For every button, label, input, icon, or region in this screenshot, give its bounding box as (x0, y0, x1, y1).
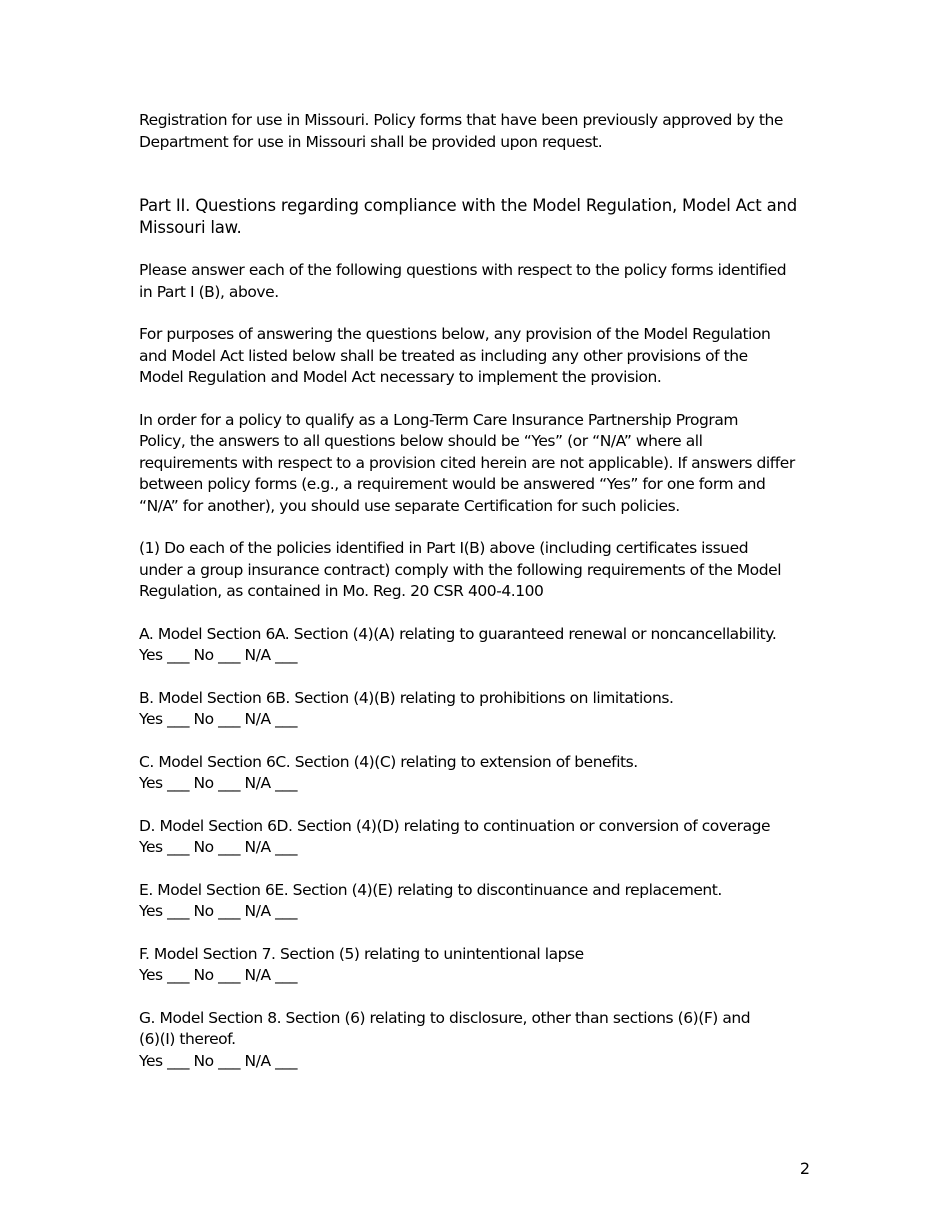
question-text: F. Model Section 7. Section (5) relating to unintentional lapse (139, 944, 584, 963)
page-number: 2 (799, 1159, 810, 1178)
paragraph-line: In order for a policy to qualify as a Long-Term Care Insurance Partnership Program (139, 410, 739, 429)
paragraph-line: “N/A” for another), you should use separate Certification for such policies. (139, 496, 680, 515)
purposes-paragraph (139, 324, 811, 389)
intro-line: Registration for use in Missouri. Policy forms that have been previously approved by the (139, 111, 784, 129)
document-page (139, 110, 811, 1072)
answer-options: Yes ___ No ___ N/A ___ (139, 966, 298, 984)
question-item-b (139, 688, 811, 731)
qualification-paragraph (139, 410, 811, 518)
answer-options: Yes ___ No ___ N/A ___ (139, 710, 298, 728)
question-text: (6)(I) thereof. (139, 1030, 236, 1048)
question-item-f (139, 944, 811, 987)
instructions-paragraph (139, 260, 811, 303)
paragraph-line: For purposes of answering the questions below, any provision of the Model Regulation (139, 325, 771, 343)
question-1-paragraph (139, 538, 811, 603)
question-item-e (139, 880, 811, 923)
answer-options: Yes ___ No ___ N/A ___ (139, 646, 298, 664)
question-item-d (139, 816, 811, 859)
paragraph-line: and Model Act listed below shall be treated as including any other provisions of the (139, 346, 748, 365)
answer-options: Yes ___ No ___ N/A ___ (139, 1051, 298, 1070)
heading-line: Part II. Questions regarding compliance with the Model Regulation, Model Act and (139, 196, 798, 215)
answer-options: Yes ___ No ___ N/A ___ (139, 838, 298, 856)
question-item-g (139, 1008, 811, 1073)
answer-options: Yes ___ No ___ N/A ___ (139, 902, 298, 920)
heading-line: Missouri law. (139, 218, 242, 237)
paragraph-line: in Part I (B), above. (139, 282, 279, 301)
question-text: E. Model Section 6E. Section (4)(E) relating to discontinuance and replacement. (139, 880, 722, 899)
paragraph-line: requirements with respect to a provision cited herein are not applicable). If answers differ (139, 453, 795, 472)
paragraph-line: Policy, the answers to all questions below should be “Yes” (or “N/A” where all (139, 432, 703, 450)
question-text: C. Model Section 6C. Section (4)(C) relating to extension of benefits. (139, 752, 638, 771)
intro-paragraph (139, 110, 811, 153)
paragraph-line: Regulation, as contained in Mo. Reg. 20 CSR 400-4.100 (139, 582, 544, 600)
paragraph-line: under a group insurance contract) comply with the following requirements of the Model (139, 560, 782, 579)
paragraph-line: (1) Do each of the policies identified in Part I(B) above (including certificates issued (139, 539, 749, 557)
paragraph-line: Model Regulation and Model Act necessary to implement the provision. (139, 368, 662, 386)
question-text: D. Model Section 6D. Section (4)(D) relating to continuation or conversion of coverage (139, 816, 771, 835)
part-ii-heading (139, 195, 811, 239)
question-item-a (139, 624, 811, 667)
question-text: B. Model Section 6B. Section (4)(B) relating to prohibitions on limitations. (139, 688, 674, 707)
question-item-c (139, 752, 811, 795)
answer-options: Yes ___ No ___ N/A ___ (139, 774, 298, 792)
question-text: A. Model Section 6A. Section (4)(A) relating to guaranteed renewal or noncancellability. (139, 624, 777, 643)
paragraph-line: Please answer each of the following questions with respect to the policy forms identified (139, 261, 787, 279)
paragraph-line: between policy forms (e.g., a requirement would be answered “Yes” for one form and (139, 475, 766, 493)
intro-line: Department for use in Missouri shall be provided upon request. (139, 132, 603, 151)
question-text: G. Model Section 8. Section (6) relating to disclosure, other than sections (6)(F) and (139, 1008, 751, 1027)
